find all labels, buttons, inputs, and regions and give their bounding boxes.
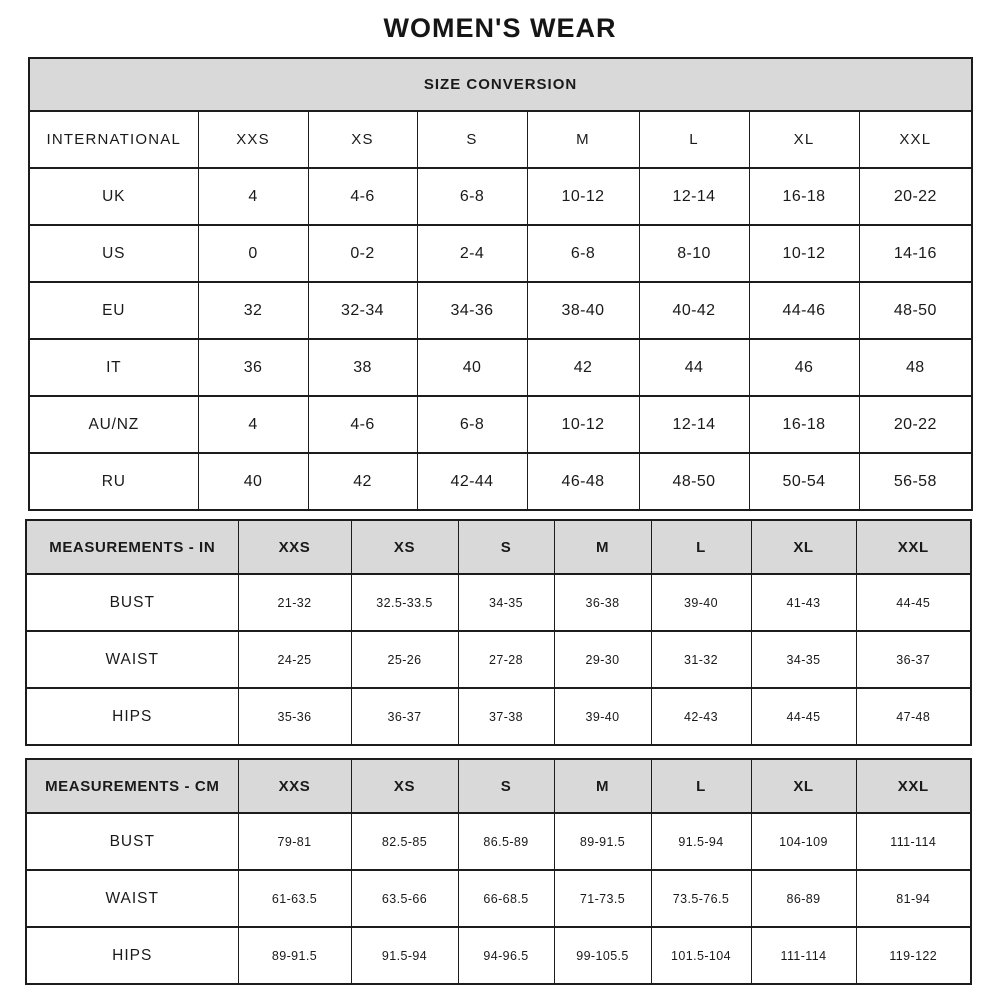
cell: 40-42 — [639, 282, 749, 339]
cell: 48 — [859, 339, 972, 396]
cell: 94-96.5 — [458, 927, 554, 984]
row-label-ru: RU — [29, 453, 198, 510]
cell: 89-91.5 — [554, 813, 651, 870]
table-row — [26, 574, 971, 631]
cell: 37-38 — [458, 688, 554, 745]
table-row — [26, 813, 971, 870]
corner-label: INTERNATIONAL — [29, 111, 198, 168]
cell: 36 — [198, 339, 308, 396]
cell: 46 — [749, 339, 859, 396]
cell: 36-38 — [554, 574, 651, 631]
size-column-l: L — [651, 520, 751, 574]
cell: 71-73.5 — [554, 870, 651, 927]
cell: 48-50 — [859, 282, 972, 339]
cell: 2-4 — [417, 225, 527, 282]
cell: 48-50 — [639, 453, 749, 510]
cell: 40 — [417, 339, 527, 396]
cell: 50-54 — [749, 453, 859, 510]
cell: 82.5-85 — [351, 813, 458, 870]
cell: 6-8 — [527, 225, 639, 282]
cell: 10-12 — [527, 168, 639, 225]
cell: 66-68.5 — [458, 870, 554, 927]
cell: 73.5-76.5 — [651, 870, 751, 927]
cell: 10-12 — [527, 396, 639, 453]
size-column-l: L — [639, 111, 749, 168]
row-label-eu: EU — [29, 282, 198, 339]
cell: 21-32 — [238, 574, 351, 631]
cell: 56-58 — [859, 453, 972, 510]
cell: 36-37 — [856, 631, 971, 688]
cell: 44 — [639, 339, 749, 396]
row-label-bust: BUST — [26, 574, 238, 631]
cell: 39-40 — [651, 574, 751, 631]
cell: 4 — [198, 396, 308, 453]
table-row — [29, 339, 972, 396]
table-row — [29, 282, 972, 339]
column-header-row — [26, 520, 971, 574]
cell: 25-26 — [351, 631, 458, 688]
cell: 44-45 — [856, 574, 971, 631]
cell: 79-81 — [238, 813, 351, 870]
cell: 8-10 — [639, 225, 749, 282]
size-column-m: M — [554, 520, 651, 574]
size-column-s: S — [417, 111, 527, 168]
cell: 6-8 — [417, 396, 527, 453]
cell: 111-114 — [856, 813, 971, 870]
cell: 12-14 — [639, 396, 749, 453]
cell: 4-6 — [308, 168, 417, 225]
measurements-in-table — [25, 519, 972, 746]
cell: 89-91.5 — [238, 927, 351, 984]
table-title-row — [29, 58, 972, 111]
size-column-xxs: XXS — [238, 759, 351, 813]
cell: 20-22 — [859, 168, 972, 225]
row-label-waist: WAIST — [26, 870, 238, 927]
cell: 34-35 — [751, 631, 856, 688]
size-column-xxs: XXS — [198, 111, 308, 168]
cell: 111-114 — [751, 927, 856, 984]
row-label-waist: WAIST — [26, 631, 238, 688]
row-label-it: IT — [29, 339, 198, 396]
row-label-au-nz: AU/NZ — [29, 396, 198, 453]
table-row — [26, 870, 971, 927]
table-row — [26, 631, 971, 688]
cell: 42-43 — [651, 688, 751, 745]
row-label-hips: HIPS — [26, 927, 238, 984]
cell: 35-36 — [238, 688, 351, 745]
cell: 12-14 — [639, 168, 749, 225]
cell: 27-28 — [458, 631, 554, 688]
cell: 38-40 — [527, 282, 639, 339]
cell: 20-22 — [859, 396, 972, 453]
cell: 86-89 — [751, 870, 856, 927]
cell: 14-16 — [859, 225, 972, 282]
cell: 42 — [308, 453, 417, 510]
cell: 6-8 — [417, 168, 527, 225]
cell: 32-34 — [308, 282, 417, 339]
size-column-xl: XL — [751, 759, 856, 813]
cell: 0-2 — [308, 225, 417, 282]
cell: 4 — [198, 168, 308, 225]
cell: 91.5-94 — [651, 813, 751, 870]
table-row — [29, 453, 972, 510]
cell: 16-18 — [749, 168, 859, 225]
cell: 41-43 — [751, 574, 856, 631]
cell: 32.5-33.5 — [351, 574, 458, 631]
cell: 32 — [198, 282, 308, 339]
table-row — [29, 168, 972, 225]
cell: 104-109 — [751, 813, 856, 870]
measurements_cm-title: MEASUREMENTS - CM — [26, 759, 238, 813]
cell: 47-48 — [856, 688, 971, 745]
size-column-xxs: XXS — [238, 520, 351, 574]
table-row — [26, 688, 971, 745]
cell: 16-18 — [749, 396, 859, 453]
size-column-xl: XL — [751, 520, 856, 574]
cell: 4-6 — [308, 396, 417, 453]
cell: 44-45 — [751, 688, 856, 745]
row-label-us: US — [29, 225, 198, 282]
size-column-s: S — [458, 759, 554, 813]
size-column-xxl: XXL — [856, 520, 971, 574]
size-column-xs: XS — [308, 111, 417, 168]
size-column-m: M — [527, 111, 639, 168]
cell: 40 — [198, 453, 308, 510]
cell: 31-32 — [651, 631, 751, 688]
row-label-hips: HIPS — [26, 688, 238, 745]
cell: 91.5-94 — [351, 927, 458, 984]
row-label-uk: UK — [29, 168, 198, 225]
cell: 44-46 — [749, 282, 859, 339]
measurements_in-title: MEASUREMENTS - IN — [26, 520, 238, 574]
cell: 39-40 — [554, 688, 651, 745]
size-column-s: S — [458, 520, 554, 574]
size-column-xs: XS — [351, 520, 458, 574]
cell: 0 — [198, 225, 308, 282]
cell: 99-105.5 — [554, 927, 651, 984]
size-column-l: L — [651, 759, 751, 813]
size-column-m: M — [554, 759, 651, 813]
cell: 42-44 — [417, 453, 527, 510]
column-header-row — [26, 759, 971, 813]
size-column-xl: XL — [749, 111, 859, 168]
cell: 101.5-104 — [651, 927, 751, 984]
cell: 81-94 — [856, 870, 971, 927]
size_conversion-title: SIZE CONVERSION — [29, 58, 972, 111]
table-row — [29, 225, 972, 282]
column-header-row — [29, 111, 972, 168]
cell: 63.5-66 — [351, 870, 458, 927]
cell: 61-63.5 — [238, 870, 351, 927]
cell: 36-37 — [351, 688, 458, 745]
cell: 42 — [527, 339, 639, 396]
cell: 34-35 — [458, 574, 554, 631]
cell: 34-36 — [417, 282, 527, 339]
cell: 86.5-89 — [458, 813, 554, 870]
cell: 24-25 — [238, 631, 351, 688]
cell: 29-30 — [554, 631, 651, 688]
page-title: WOMEN'S WEAR — [383, 13, 617, 43]
size-column-xxl: XXL — [859, 111, 972, 168]
size-column-xs: XS — [351, 759, 458, 813]
cell: 10-12 — [749, 225, 859, 282]
row-label-bust: BUST — [26, 813, 238, 870]
table-row — [26, 927, 971, 984]
measurements-cm-table — [25, 758, 972, 985]
cell: 46-48 — [527, 453, 639, 510]
size-column-xxl: XXL — [856, 759, 971, 813]
cell: 119-122 — [856, 927, 971, 984]
cell: 38 — [308, 339, 417, 396]
size-conversion-table — [28, 57, 973, 511]
table-row — [29, 396, 972, 453]
